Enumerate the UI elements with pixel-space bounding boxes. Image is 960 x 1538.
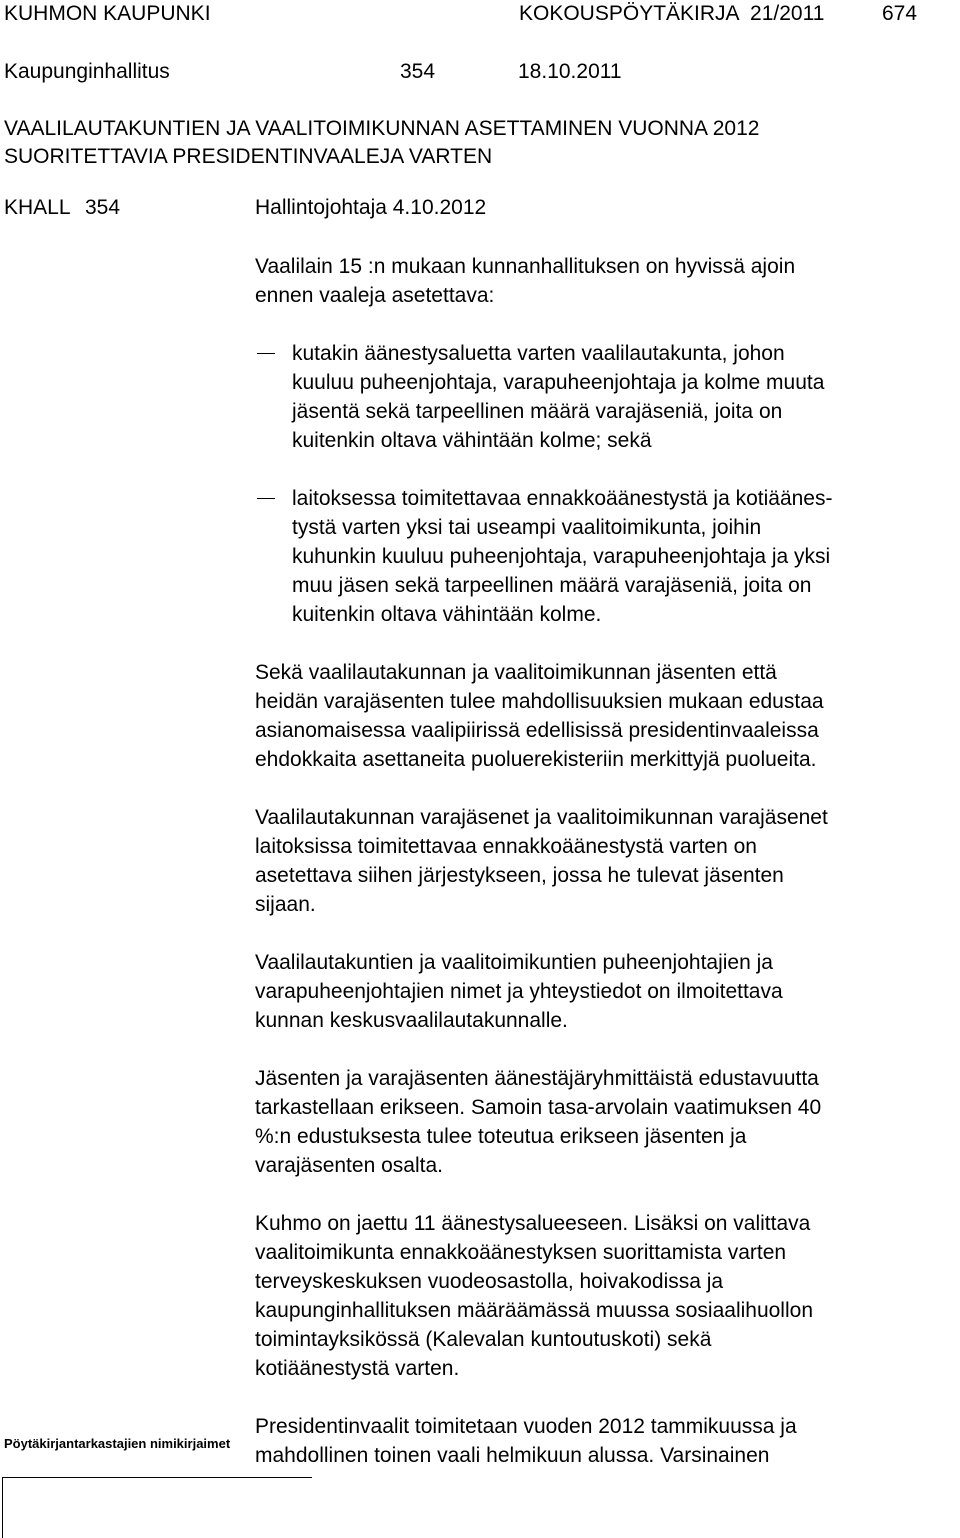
paragraph bbox=[255, 1064, 945, 1180]
paragraph bbox=[255, 948, 945, 1035]
paragraph bbox=[255, 658, 945, 774]
text-line: Kuhmo on jaettu 11 äänestysalueeseen. Lisäksi on valittava bbox=[255, 1212, 811, 1235]
text-line: vaalitoimikunta ennakkoäänestyksen suorittamista varten bbox=[255, 1241, 787, 1264]
main-content bbox=[255, 252, 945, 1470]
text-line: ennen vaaleja asetettava: bbox=[255, 284, 495, 307]
paragraph bbox=[255, 1209, 945, 1383]
document-type: KOKOUSPÖYTÄKIRJA 21/2011 bbox=[519, 2, 825, 25]
text-line: kutakin äänestysaluetta varten vaalilautakunta, johon bbox=[292, 342, 785, 365]
text-line: jäsentä sekä tarpeellinen määrä varajäseniä, joita on bbox=[292, 400, 783, 423]
text-line: sijaan. bbox=[255, 893, 316, 916]
title-line: VAALILAUTAKUNTIEN JA VAALITOIMIKUNNAN ASETTAMINEN VUONNA 2012 bbox=[4, 117, 760, 140]
text-line: laitoksissa toimitettavaa ennakkoäänestystä varten on bbox=[255, 835, 757, 858]
page-number: 674 bbox=[882, 2, 918, 25]
bullet-item bbox=[255, 484, 945, 629]
text-line: Vaalilautakuntien ja vaalitoimikuntien puheenjohtajien ja bbox=[255, 951, 773, 974]
text-line: kuhunkin kuuluu puheenjohtaja, varapuheenjohtaja ja yksi bbox=[292, 545, 831, 568]
text-line: toimintayksikössä (Kalevalan kuntoutuskoti) sekä bbox=[255, 1328, 712, 1351]
text-line: heidän varajäsenten tulee mahdollisuuksien mukaan edustaa bbox=[255, 690, 824, 713]
text-line: kotiäänestystä varten. bbox=[255, 1357, 460, 1380]
text-line: tystä varten yksi tai useampi vaalitoimikunta, joihin bbox=[292, 516, 762, 539]
khall-label: KHALL bbox=[4, 196, 71, 219]
intro-paragraph bbox=[255, 252, 945, 310]
presenter: Hallintojohtaja 4.10.2012 bbox=[255, 196, 487, 219]
text-line: kuuluu puheenjohtaja, varapuheenjohtaja ja kolme muuta bbox=[292, 371, 825, 394]
text-line: kuitenkin oltava vähintään kolme; sekä bbox=[292, 429, 652, 452]
text-line: Vaalilautakunnan varajäsenet ja vaalitoimikunnan varajäsenet bbox=[255, 806, 828, 829]
document-title bbox=[4, 115, 759, 171]
text-line: kaupunginhallituksen määräämässä muussa sosiaalihuollon bbox=[255, 1299, 813, 1322]
text-line: laitoksessa toimitettavaa ennakkoäänestystä ja kotiäänes- bbox=[292, 487, 833, 510]
section-number: 354 bbox=[400, 60, 436, 83]
text-line: kuitenkin oltava vähintään kolme. bbox=[292, 603, 602, 626]
text-line: kunnan keskusvaalilautakunnalle. bbox=[255, 1009, 568, 1032]
text-line: varapuheenjohtajien nimet ja yhteystiedot on ilmoitettava bbox=[255, 980, 783, 1003]
signature-divider bbox=[2, 1477, 312, 1478]
signature-box-border bbox=[2, 1477, 3, 1538]
text-line: varajäsenten osalta. bbox=[255, 1154, 443, 1177]
text-line: Sekä vaalilautakunnan ja vaalitoimikunnan jäsenten että bbox=[255, 661, 777, 684]
text-line: muu jäsen sekä tarpeellinen määrä varajäseniä, joita on bbox=[292, 574, 812, 597]
paragraph bbox=[255, 803, 945, 919]
dash-bullet-icon bbox=[257, 353, 275, 354]
dash-bullet-icon bbox=[257, 498, 275, 499]
text-line: Presidentinvaalit toimitetaan vuoden 2012 tammikuussa ja bbox=[255, 1415, 797, 1438]
signature-label: Pöytäkirjantarkastajien nimikirjaimet bbox=[4, 1436, 231, 1451]
text-line: ehdokkaita asettaneita puoluerekisteriin merkittyjä puolueita. bbox=[255, 748, 817, 771]
meeting-date: 18.10.2011 bbox=[518, 60, 622, 83]
text-line: mahdollinen toinen vaali helmikuun alussa. Varsinainen bbox=[255, 1444, 770, 1467]
paragraph bbox=[255, 1412, 945, 1470]
organization-name: KUHMON KAUPUNKI bbox=[4, 2, 211, 25]
title-line: SUORITETTAVIA PRESIDENTINVAALEJA VARTEN bbox=[4, 145, 493, 168]
text-line: asianomaisessa vaalipiirissä edellisissä presidentinvaaleissa bbox=[255, 719, 819, 742]
meeting-body: Kaupunginhallitus bbox=[4, 60, 170, 83]
text-line: asetettava siihen järjestykseen, jossa he tulevat jäsenten bbox=[255, 864, 784, 887]
text-line: Vaalilain 15 :n mukaan kunnanhallituksen on hyvissä ajoin bbox=[255, 255, 796, 278]
text-line: terveyskeskuksen vuodeosastolla, hoivakodissa ja bbox=[255, 1270, 724, 1293]
bullet-item bbox=[255, 339, 945, 455]
text-line: Jäsenten ja varajäsenten äänestäjäryhmittäistä edustavuutta bbox=[255, 1067, 819, 1090]
text-line: tarkastellaan erikseen. Samoin tasa-arvolain vaatimuksen 40 bbox=[255, 1096, 822, 1119]
text-line: %:n edustuksesta tulee toteutua erikseen jäsenten ja bbox=[255, 1125, 747, 1148]
khall-section: 354 bbox=[85, 196, 121, 219]
